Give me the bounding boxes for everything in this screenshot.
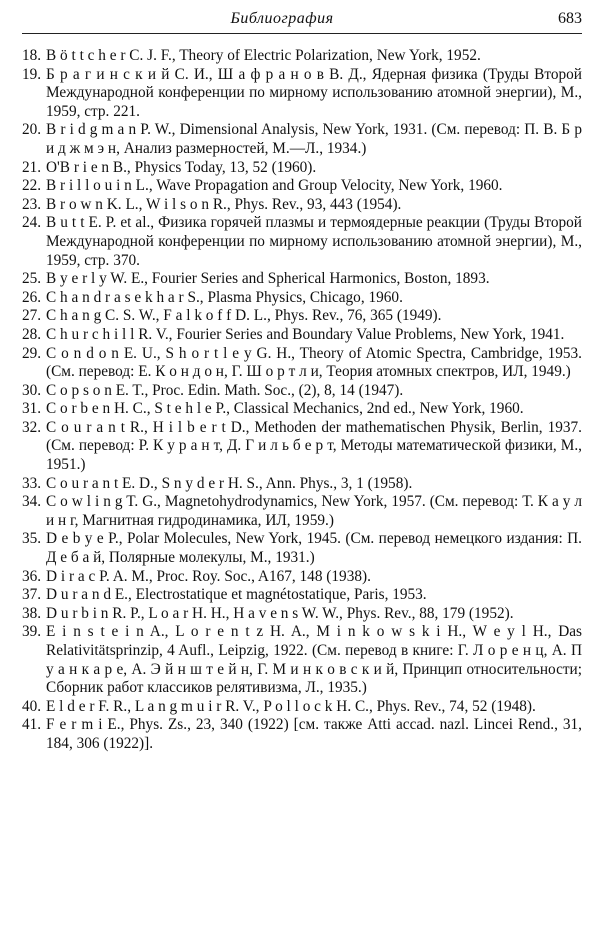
entry-text: B y e r l y W. E., Fourier Series and Spherical Harmonics, Boston, 1893. bbox=[46, 270, 490, 288]
entry-number: 37. bbox=[22, 586, 42, 604]
entry-text: C o u r a n t E. D., S n y d e r H. S., Ann. Phys., 3, 1 (1958). bbox=[46, 474, 413, 492]
entry-text: D u r a n d E., Electrostatique et magnétostatique, Paris, 1953. bbox=[46, 586, 427, 604]
bibliography-entry bbox=[22, 159, 582, 178]
bibliography-list bbox=[22, 47, 582, 754]
entry-number: 18. bbox=[22, 47, 42, 64]
entry-text: C o u r a n t R., H i l b e r t D., Methoden der mathematischen Physik, Berlin, 1937. (См. перевод: Р. К у р а н т, Д. Г и л ь б е р т, Методы математической физики, М., 1951.) bbox=[46, 418, 582, 474]
entry-number: 34. bbox=[22, 493, 42, 511]
entry-number: 33. bbox=[22, 474, 42, 492]
entry-text: E l d e r F. R., L a n g m u i r R. V., P o l l o c k H. C., Phys. Rev., 74, 52 (1948). bbox=[46, 697, 536, 715]
bibliography-entry bbox=[22, 214, 582, 270]
entry-text: C o w l i n g T. G., Magnetohydrodynamics, New York, 1957. (См. перевод: Т. К а у л и н г, Магнитная гидродинамика, ИЛ, 1959.) bbox=[46, 493, 582, 529]
entry-number: 19. bbox=[22, 65, 42, 83]
entry-number: 21. bbox=[22, 158, 42, 176]
entry-text: B r o w n K. L., W i l s o n R., Phys. Rev., 93, 443 (1954). bbox=[46, 195, 402, 213]
entry-text: C o p s o n E. T., Proc. Edin. Math. Soc., (2), 8, 14 (1947). bbox=[46, 381, 404, 399]
entry-text: C o n d o n E. U., S h o r t l e y G. H., Theory of Atomic Spectra, Cambridge, 1953. (См. перевод: Е. К о н д о н, Г. Ш о р т л и, Теория атомных спектров, ИЛ, 1949.) bbox=[46, 344, 582, 381]
page-number: 683 bbox=[558, 10, 582, 27]
entry-number: 38. bbox=[22, 604, 42, 622]
bibliography-entry bbox=[22, 605, 582, 624]
bibliography-entry bbox=[22, 177, 582, 196]
entry-number: 41. bbox=[22, 716, 42, 734]
bibliography-entry bbox=[22, 716, 582, 753]
entry-number: 22. bbox=[22, 177, 42, 195]
entry-text: D i r a c P. A. M., Proc. Roy. Soc., A167, 148 (1938). bbox=[46, 567, 371, 585]
bibliography-entry bbox=[22, 66, 582, 122]
entry-text: F e r m i E., Phys. Zs., 23, 340 (1922) [см. также Atti accad. nazl. Lincei Rend., 31, 184, 306 (1922)]. bbox=[46, 716, 582, 752]
bibliography-entry bbox=[22, 326, 582, 345]
entry-number: 20. bbox=[22, 121, 42, 139]
running-title: Библиография bbox=[230, 10, 334, 27]
entry-number: 23. bbox=[22, 195, 42, 213]
entry-number: 39. bbox=[22, 623, 42, 641]
bibliography-entry bbox=[22, 47, 582, 66]
entry-text: C o r b e n H. C., S t e h l e P., Classical Mechanics, 2nd ed., New York, 1960. bbox=[46, 400, 524, 418]
bibliography-entry bbox=[22, 121, 582, 158]
bibliography-entry bbox=[22, 530, 582, 567]
header-rule bbox=[22, 33, 582, 34]
entry-number: 36. bbox=[22, 567, 42, 585]
entry-number: 26. bbox=[22, 288, 42, 306]
entry-text: B ö t t c h e r C. J. F., Theory of Electric Polarization, New York, 1952. bbox=[46, 47, 481, 64]
bibliography-entry bbox=[22, 568, 582, 587]
bibliography-entry bbox=[22, 419, 582, 475]
bibliography-entry bbox=[22, 345, 582, 382]
entry-number: 30. bbox=[22, 381, 42, 399]
bibliography-entry bbox=[22, 289, 582, 308]
bibliography-entry bbox=[22, 400, 582, 419]
entry-text: O'B r i e n B., Physics Today, 13, 52 (1960). bbox=[46, 158, 317, 176]
entry-number: 35. bbox=[22, 530, 42, 548]
entry-number: 28. bbox=[22, 325, 42, 343]
entry-text: E i n s t e i n A., L o r e n t z H. A., M i n k o w s k i H., W e y l H., Das Relativitätsprinzip, 4 Aufl., Leipzig, 1922. (См. перевод в книге: Г. Л о р е н ц, А. П у а н к а р е, А. Э й н ш т е й н, Г. М и н к о в с к и й, Принцип относительности; Сборник работ классиков релятивизма, Л., 1935.) bbox=[46, 623, 582, 697]
bibliography-entry bbox=[22, 382, 582, 401]
bibliography-entry bbox=[22, 623, 582, 697]
page-header bbox=[22, 8, 582, 34]
entry-text: C h u r c h i l l R. V., Fourier Series and Boundary Value Problems, New York, 1941. bbox=[46, 325, 565, 343]
entry-text: D u r b i n R. P., L o a r H. H., H a v e n s W. W., Phys. Rev., 88, 179 (1952). bbox=[46, 604, 514, 622]
entry-number: 27. bbox=[22, 307, 42, 325]
bibliography-entry bbox=[22, 475, 582, 494]
entry-text: Б р а г и н с к и й С. И., Ш а ф р а н о в В. Д., Ядерная физика (Труды Второй Международной конференции по мирному использованию атомной энергии), М., 1959, стр. 221. bbox=[46, 65, 582, 120]
bibliography-entry bbox=[22, 270, 582, 289]
entry-number: 32. bbox=[22, 418, 42, 436]
entry-text: B r i d g m a n P. W., Dimensional Analysis, New York, 1931. (См. перевод: П. В. Б р и д ж м э н, Анализ размерностей, М.—Л., 1934.) bbox=[46, 121, 582, 157]
entry-text: B u t t E. P. et al., Физика горячей плазмы и термоядерные реакции (Труды Второй Международной конференции по мирному использованию атомной энергии), М., 1959, стр. 370. bbox=[46, 214, 582, 269]
entry-text: C h a n d r a s e k h a r S., Plasma Physics, Chicago, 1960. bbox=[46, 288, 403, 306]
entry-text: B r i l l o u i n L., Wave Propagation and Group Velocity, New York, 1960. bbox=[46, 177, 503, 195]
bibliography-entry bbox=[22, 698, 582, 717]
entry-text: C h a n g C. S. W., F a l k o f f D. L., Phys. Rev., 76, 365 (1949). bbox=[46, 307, 442, 325]
entry-number: 25. bbox=[22, 270, 42, 288]
entry-number: 40. bbox=[22, 697, 42, 715]
entry-number: 29. bbox=[22, 344, 42, 362]
bibliography-entry bbox=[22, 196, 582, 215]
entry-number: 31. bbox=[22, 400, 42, 418]
entry-number: 24. bbox=[22, 214, 42, 232]
bibliography-entry bbox=[22, 586, 582, 605]
bibliography-entry bbox=[22, 493, 582, 530]
bibliography-entry bbox=[22, 307, 582, 326]
entry-text: D e b y e P., Polar Molecules, New York, 1945. (См. перевод немецкого издания: П. Д е б а й, Полярные молекулы, М., 1931.) bbox=[46, 530, 582, 567]
